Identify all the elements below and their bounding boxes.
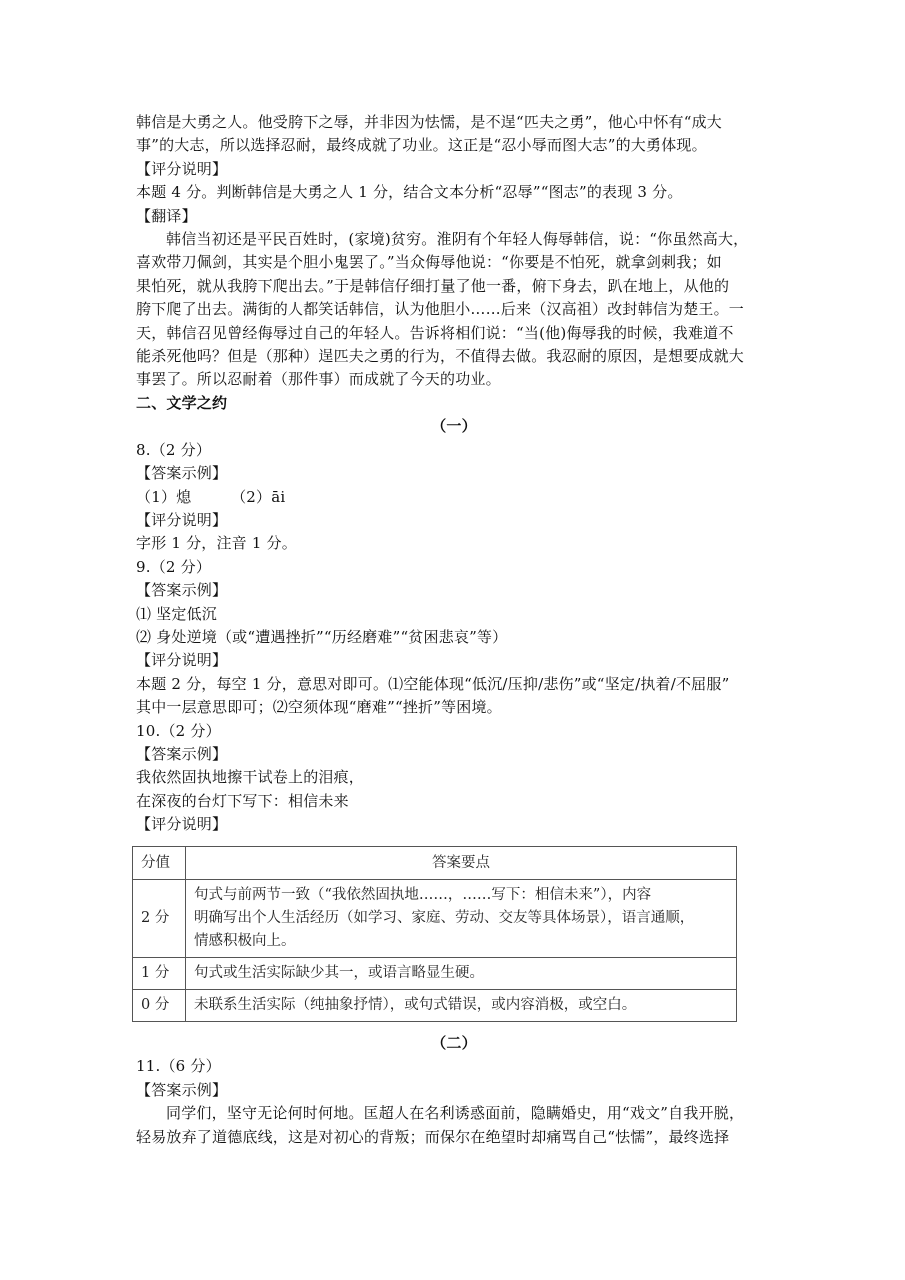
part-two	[136, 1032, 772, 1149]
scoring-label: 【评分说明】	[136, 159, 228, 178]
translation-line: 果怕死，就从我胯下爬出去。”于是韩信仔细打量了他一番，俯下身去，趴在地上，从他的	[136, 276, 730, 295]
row-points	[186, 958, 737, 990]
row-points	[186, 880, 737, 958]
header-points: 答案要点	[186, 847, 737, 880]
translation-line: 韩信当初还是平民百姓时，(家境)贫穷。淮阴有个年轻人侮辱韩信，说：“你虽然高大，	[166, 230, 749, 249]
table-header-row	[133, 847, 737, 880]
conclusion-line: 事”的大志，所以选择忍耐，最终成就了功业。这正是“忍小辱而图大志”的大勇体现。	[136, 136, 707, 155]
row-points	[186, 990, 737, 1022]
answer-text: （1）熄 （2）āi	[136, 487, 286, 506]
header-score: 分值	[133, 847, 186, 880]
table-row	[133, 990, 737, 1022]
translation-line: 能杀死他吗？但是（那种）逞匹夫之勇的行为，不值得去做。我忍耐的原因，是想要成就大	[136, 347, 745, 366]
table-row	[133, 880, 737, 958]
answer-conclusion	[136, 111, 772, 837]
translation-line: 喜欢带刀佩剑，其实是个胆小鬼罢了。”当众侮辱他说：“你要是不怕死，就拿剑刺我；如	[136, 253, 722, 272]
part-label: （二）	[431, 1034, 477, 1052]
table-row	[133, 958, 737, 990]
row-score: 2 分	[133, 880, 186, 958]
scoring-text: 字形 1 分，注音 1 分。	[136, 534, 297, 553]
row-point-line: 明确写出个人生活经历（如学习、家庭、劳动、交友等具体场景），语言通顺，	[194, 910, 695, 926]
part-label: （一）	[431, 417, 477, 436]
scoring-text: 本题 4 分。判断韩信是大勇之人 1 分，结合文本分析“忍辱”“图志”的表现 3 分。	[136, 183, 683, 202]
section-heading: 二、文学之约	[136, 393, 228, 412]
scoring-table	[132, 846, 737, 1022]
row-point-line: 未联系生活实际（纯抽象抒情），或句式错误，或内容消极，或空白。	[194, 997, 637, 1013]
question-number: 10.（2 分）	[136, 721, 221, 740]
scoring-text: 本题 2 分，每空 1 分，意思对即可。⑴空能体现“低沉/压抑/悲伤”或“坚定/执着/不屈服”	[136, 674, 730, 693]
answer-text: 我依然固执地擦干试卷上的泪痕，	[136, 768, 365, 787]
question-number: 11.（6 分）	[136, 1057, 221, 1076]
answer-text: ⑴ 坚定低沉	[136, 604, 217, 623]
conclusion-line: 韩信是大勇之人。他受胯下之辱，并非因为怯懦，是不逞“匹夫之勇”，他心中怀有“成大	[136, 113, 723, 131]
translation-line: 胯下爬了出去。满街的人都笑话韩信，认为他胆小……后来（汉高祖）改封韩信为楚王。一	[136, 300, 745, 319]
scoring-label: 【评分说明】	[136, 651, 228, 670]
row-point-line: 句式与前两节一致（“我依然固执地……，……写下：相信未来”），内容	[194, 887, 652, 903]
answer-label: 【答案示例】	[136, 1080, 228, 1099]
answer-label: 【答案示例】	[136, 464, 228, 483]
question-number: 9.（2 分）	[136, 557, 212, 576]
scoring-text: 其中一层意思即可；⑵空须体现“磨难”“挫折”等困境。	[136, 698, 502, 717]
question-number: 8.（2 分）	[136, 440, 212, 459]
answer-line: 轻易放弃了道德底线，这是对初心的背叛；而保尔在绝望时却痛骂自己“怯懦”，最终选择	[136, 1127, 730, 1146]
scoring-label: 【评分说明】	[136, 510, 228, 529]
row-point-line: 句式或生活实际缺少其一，或语言略显生硬。	[194, 965, 484, 981]
row-score: 0 分	[133, 990, 186, 1022]
translation-line: 事罢了。所以忍耐着（那件事）而成就了今天的功业。	[136, 370, 501, 389]
answer-label: 【答案示例】	[136, 581, 228, 600]
row-score: 1 分	[133, 958, 186, 990]
answer-text: ⑵ 身处逆境（或“遭遇挫折”“历经磨难”“贫困悲哀”等）	[136, 627, 508, 646]
answer-label: 【答案示例】	[136, 744, 228, 763]
translation-label: 【翻译】	[136, 206, 197, 225]
answer-text: 在深夜的台灯下写下：相信未来	[136, 791, 349, 810]
answer-line: 同学们，坚守无论何时何地。匡超人在名利诱惑面前，隐瞒婚史，用“戏文”自我开脱，	[166, 1104, 745, 1123]
scoring-label: 【评分说明】	[136, 815, 228, 834]
row-point-line: 情感积极向上。	[194, 933, 296, 949]
translation-line: 天，韩信召见曾经侮辱过自己的年轻人。告诉将相们说：“当(他)侮辱我的时候，我难道不	[136, 323, 734, 342]
